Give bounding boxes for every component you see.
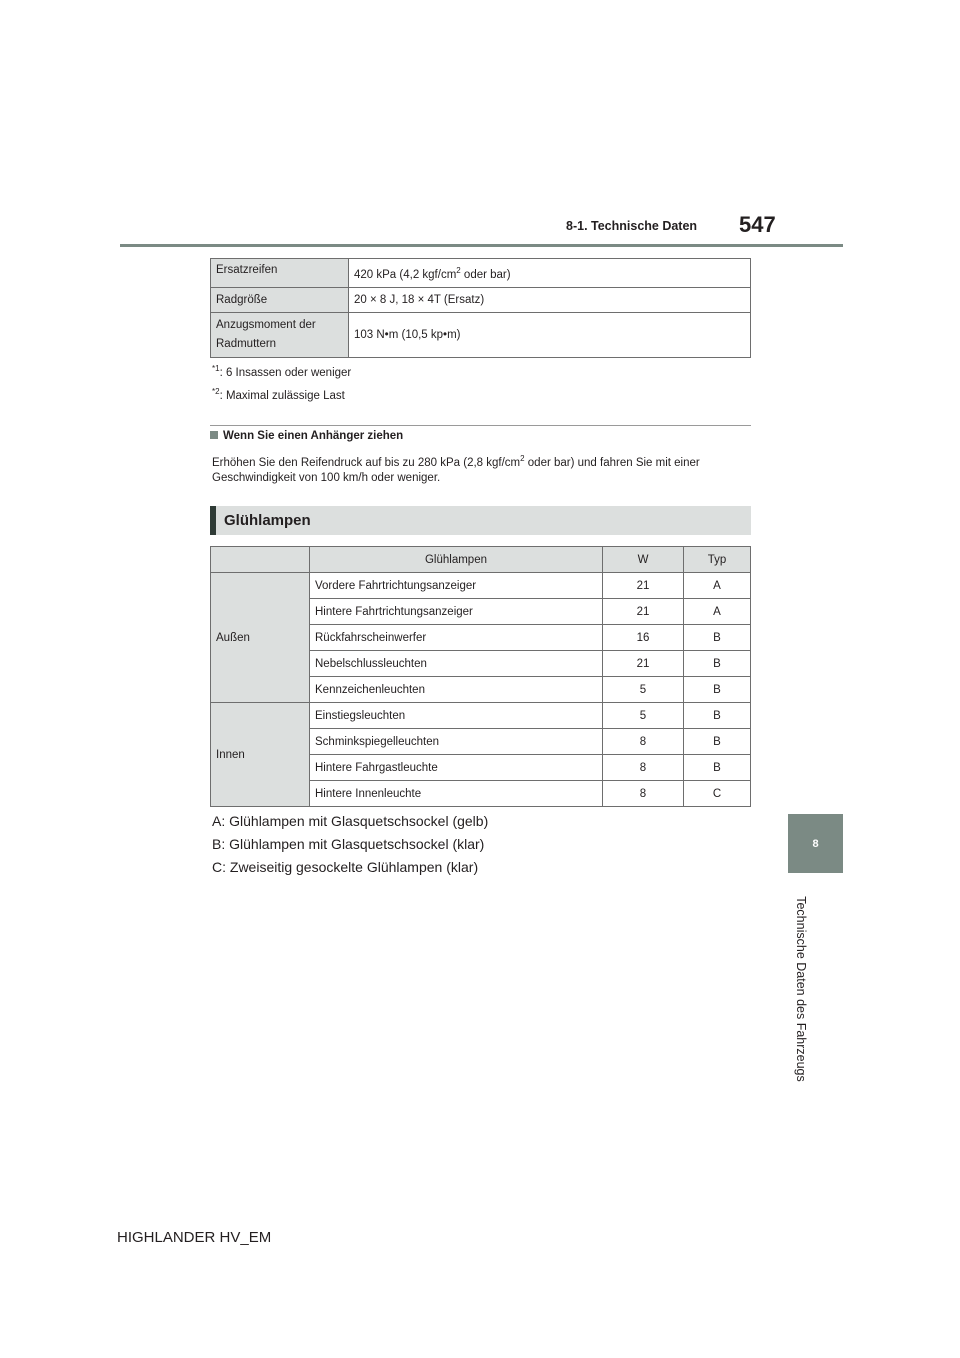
chapter-tab xyxy=(788,814,843,873)
table-header-row xyxy=(211,547,751,573)
bulb-name: Hintere Fahrgastleuchte xyxy=(310,755,603,781)
bulb-name: Kennzeichenleuchten xyxy=(310,677,603,703)
spec-label-line: Radmuttern xyxy=(216,338,277,350)
note-text-sup: 2 xyxy=(520,454,525,463)
column-header: Glühlampen xyxy=(310,547,603,573)
spec-value-sup: 2 xyxy=(456,265,461,275)
column-header xyxy=(211,547,310,573)
bulb-name: Vordere Fahrtrichtungsanzeiger xyxy=(310,573,603,599)
group-label: Außen xyxy=(211,573,310,703)
bulb-watt: 8 xyxy=(603,755,684,781)
bulb-type: A xyxy=(684,573,751,599)
table-row xyxy=(211,573,751,599)
footnote-text: : Maximal zulässige Last xyxy=(219,389,345,402)
bulb-type: B xyxy=(684,651,751,677)
header-section-title: 8-1. Technische Daten xyxy=(566,219,698,233)
spec-label xyxy=(211,313,349,358)
note-text-part: Erhöhen Sie den Reifendruck auf bis zu 280 kPa (2,8 kgf/cm xyxy=(212,456,521,469)
note-text-part: oder bar) und fahren Sie mit einer Geschwindigkeit von 100 km/h oder weniger. xyxy=(212,456,700,484)
chapter-label xyxy=(771,884,831,1094)
table-row xyxy=(211,288,751,313)
footnote-mark: *2 xyxy=(212,387,220,396)
section-heading xyxy=(210,506,751,535)
bulb-watt: 16 xyxy=(603,625,684,651)
spec-label: Radgröße xyxy=(211,288,349,313)
group-label: Innen xyxy=(211,703,310,807)
bulb-name: Hintere Fahrtrichtungsanzeiger xyxy=(310,599,603,625)
section-heading-text: Glühlampen xyxy=(224,512,311,529)
tire-spec-table xyxy=(210,258,751,358)
bulb-name: Hintere Innenleuchte xyxy=(310,781,603,807)
bulb-type: A xyxy=(684,599,751,625)
spec-label-line: Anzugsmoment der xyxy=(216,319,316,331)
bulb-type: B xyxy=(684,625,751,651)
bulb-watt: 8 xyxy=(603,781,684,807)
bulb-name: Einstiegsleuchten xyxy=(310,703,603,729)
page-number: 547 xyxy=(739,212,776,237)
bulb-watt: 21 xyxy=(603,599,684,625)
column-header: W xyxy=(603,547,684,573)
note-title xyxy=(210,430,403,442)
note-text xyxy=(212,451,752,486)
note-title-text: Wenn Sie einen Anhänger ziehen xyxy=(223,430,404,442)
bulb-table xyxy=(210,546,751,807)
column-header: Typ xyxy=(684,547,751,573)
bulb-type: B xyxy=(684,703,751,729)
bulb-watt: 8 xyxy=(603,729,684,755)
legend-line: C: Zweiseitig gesockelte Glühlampen (klar) xyxy=(212,859,479,875)
chapter-number: 8 xyxy=(812,837,819,850)
bulb-type: B xyxy=(684,729,751,755)
spec-value: 20 × 8 J, 18 × 4T (Ersatz) xyxy=(349,288,751,313)
section-divider xyxy=(210,425,751,426)
spec-value-text: 420 kPa (4,2 kgf/cm xyxy=(354,268,457,281)
footer-model: HIGHLANDER HV_EM xyxy=(117,1229,272,1246)
bulb-watt: 5 xyxy=(603,703,684,729)
header-divider xyxy=(120,244,843,247)
bulb-name: Rückfahrscheinwerfer xyxy=(310,625,603,651)
bulb-watt: 21 xyxy=(603,651,684,677)
spec-label: Ersatzreifen xyxy=(211,259,349,288)
bulb-name: Schminkspiegelleuchten xyxy=(310,729,603,755)
bulb-type: B xyxy=(684,755,751,781)
bulb-watt: 5 xyxy=(603,677,684,703)
table-row xyxy=(211,703,751,729)
bulb-watt: 21 xyxy=(603,573,684,599)
spec-value xyxy=(349,259,751,288)
footnote-text: : 6 Insassen oder weniger xyxy=(219,366,352,379)
bulb-type: C xyxy=(684,781,751,807)
bulb-name: Nebelschlussleuchten xyxy=(310,651,603,677)
table-row xyxy=(211,259,751,288)
chapter-title: Technische Daten des Fahrzeugs xyxy=(794,896,808,1082)
bulb-type: B xyxy=(684,677,751,703)
footnote-mark: *1 xyxy=(212,364,220,373)
footnote xyxy=(212,364,351,379)
table-row xyxy=(211,313,751,358)
spec-value-text-after: oder bar) xyxy=(460,268,511,281)
legend-line: B: Glühlampen mit Glasquetschsockel (klar) xyxy=(212,836,485,852)
spec-value: 103 N•m (10,5 kp•m) xyxy=(349,313,751,358)
square-bullet-icon xyxy=(210,431,218,439)
legend-line: A: Glühlampen mit Glasquetschsockel (gelb) xyxy=(212,813,489,829)
footnote xyxy=(212,387,345,402)
